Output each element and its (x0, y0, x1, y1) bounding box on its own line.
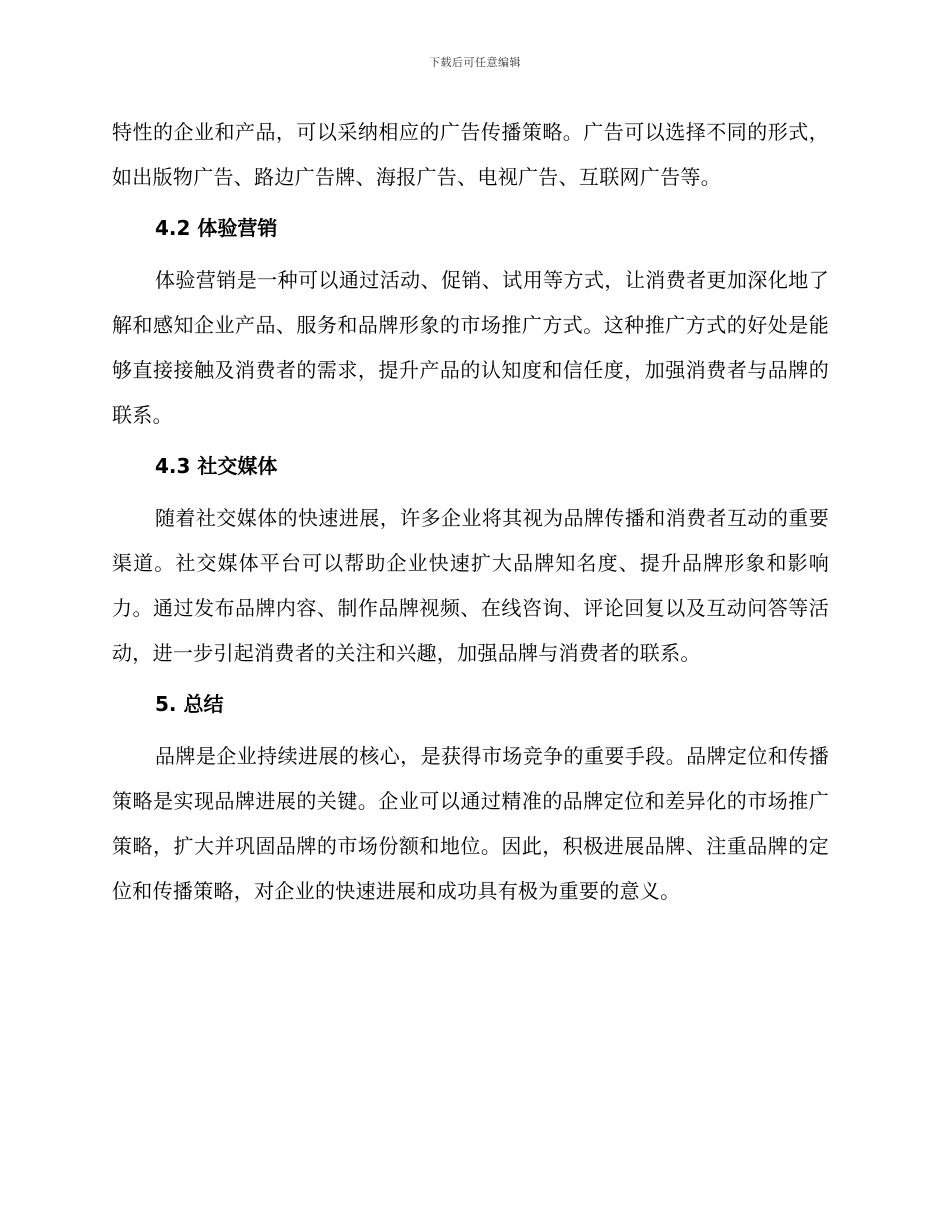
section-5-paragraph: 品牌是企业持续进展的核心，是获得市场竞争的重要手段。品牌定位和传播策略是实现品牌进展的关键。企业可以通过精准的品牌定位和差异化的市场推广策略，扩大并巩固品牌的市场份额和地位。因此，积极进展品牌、注重品牌的定位和传播策略，对企业的快速进展和成功具有极为重要的意义。 (112, 744, 829, 903)
section-4-3-paragraph: 随着社交媒体的快速进展，许多企业将其视为品牌传播和消费者互动的重要渠道。社交媒体平台可以帮助企业快速扩大品牌知名度、提升品牌形象和影响力。通过发布品牌内容、制作品牌视频、在线咨询、评论回复以及互动问答等活动，进一步引起消费者的关注和兴趣，加强品牌与消费者的联系。 (112, 506, 829, 665)
document-body (112, 110, 829, 914)
section-heading-4-3: 4.3 社交媒体 (155, 454, 278, 478)
header-note: 下载后可任意编辑 (429, 56, 521, 69)
section-heading-5: 5. 总结 (155, 692, 224, 716)
section-heading-4-2: 4.2 体验营销 (155, 216, 278, 240)
intro-continuation-paragraph: 特性的企业和产品，可以采纳相应的广告传播策略。广告可以选择不同的形式，如出版物广告、路边广告牌、海报广告、电视广告、互联网广告等。 (112, 120, 829, 189)
section-4-2-paragraph: 体验营销是一种可以通过活动、促销、试用等方式，让消费者更加深化地了解和感知企业产品、服务和品牌形象的市场推广方式。这种推广方式的好处是能够直接接触及消费者的需求，提升产品的认知度和信任度，加强消费者与品牌的联系。 (112, 268, 829, 427)
